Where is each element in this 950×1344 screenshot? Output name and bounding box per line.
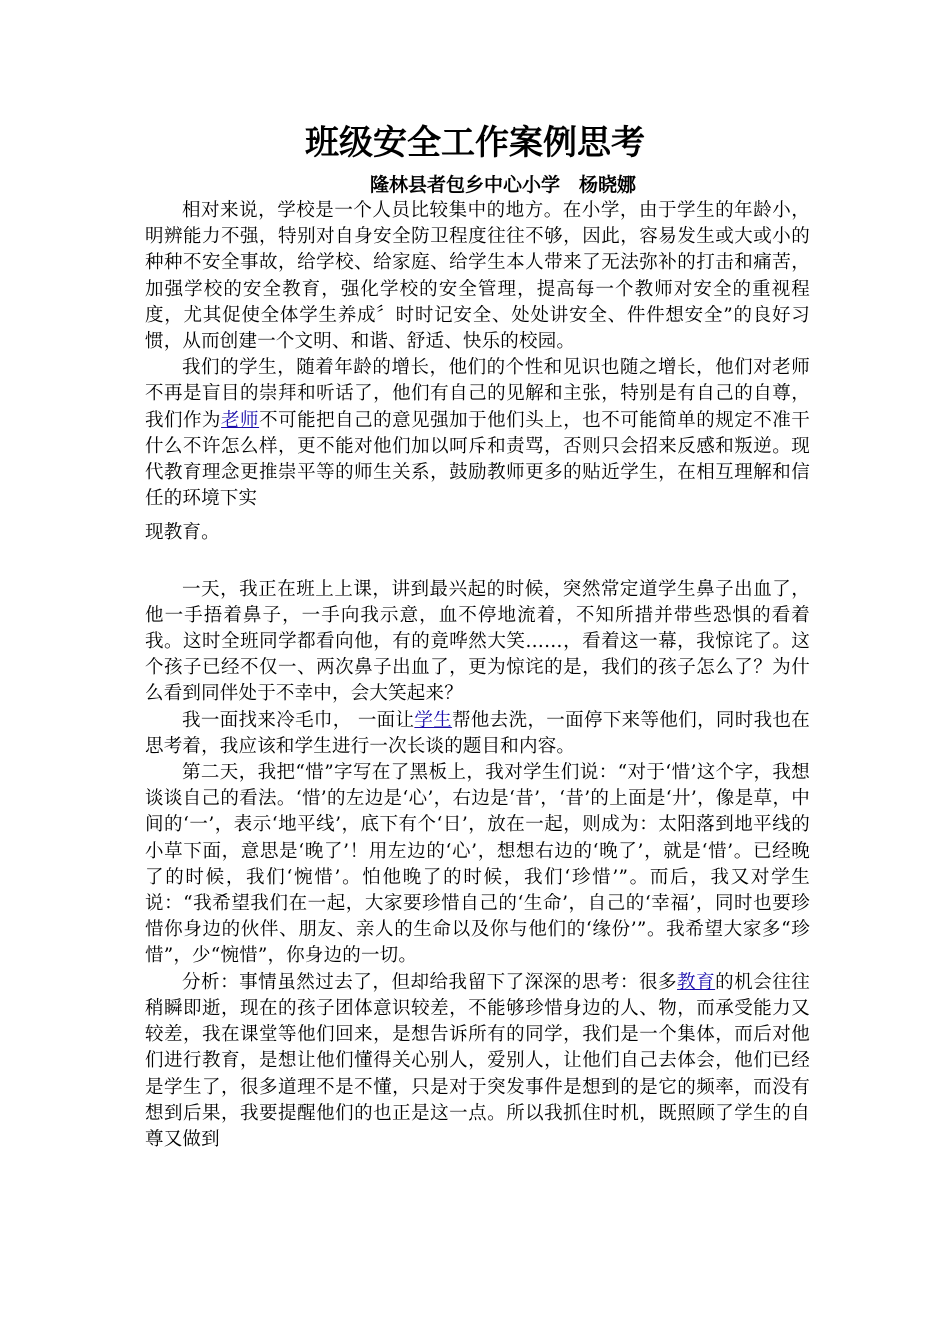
paragraph-4-text-after: 帮他去洗，一面停下来等他们，同时我也在思考着，我应该和学生进行一次长谈的题目和内容。 (145, 709, 810, 757)
document-author: 隆林县者包乡中心小学 杨晓娜 (370, 174, 637, 196)
paragraph-3 (145, 577, 810, 708)
paragraph-6 (145, 970, 810, 1153)
paragraph-2-text-before: 我们的学生，随着年龄的增长，他们的个性和见识也随之增长，他们对老师不再是盲目的崇拜和听话了，他们有自己的见解和主张，特别是有自己的自尊，我们作为 (145, 357, 810, 431)
paragraph-3-text: 一天，我正在班上上课，讲到最兴起的时候，突然常定道学生鼻子出血了，他一手捂着鼻子，一手向我示意，血不停地流着，不知所措并带些恐惧的看着我。这时全班同学都看向他，有的竟哗然大笑……，看着这一幕，我惊诧了。这个孩子已经不仅一、两次鼻子出血了，更为惊诧的是，我们的孩子怎么了？为什么看到同伴处于不幸中，会大笑起来？ (145, 578, 810, 705)
paragraph-4 (145, 708, 810, 760)
paragraph-6-text-before: 分析：事情虽然过去了，但却给我留下了深深的思考：很多 (182, 971, 678, 993)
paragraph-1-text: 相对来说，学校是一个人员比较集中的地方。在小学，由于学生的年龄小，明辨能力不强，特别对自身安全防卫程度往往不够，因此，容易发生或大或小的种种不安全事故，给学校、给家庭、给学生本人带来了无法弥补的打击和痛苦，加强学校的安全教育，强化学校的安全管理，提高每一个教师对安全的重视程度，尤其促使全体学生养成〞时时记安全、处处讲安全、件件想安全”的良好习惯，从而创建一个文明、和谐、舒适、快乐的校园。 (145, 200, 810, 353)
paragraph-1 (145, 198, 810, 355)
link-education[interactable]: 教育 (677, 971, 716, 993)
link-student[interactable]: 学生 (414, 709, 453, 731)
document-title: 班级安全工作案例思考 (305, 123, 645, 163)
paragraph-2-text-after: 不可能把自己的意见强加于他们头上，也不可能简单的规定不准干什么不许怎么样，更不能对他们加以呵斥和责骂，否则只会招来反感和叛逆。现代教育理念更推崇平等的师生关系，鼓励教师更多的贴近学生，在相互理解和信任的环境下实 (145, 409, 811, 510)
paragraph-2-tail: 现教育。 (145, 522, 220, 544)
paragraph-6-text-after: 的机会往往稍瞬即逝，现在的孩子团体意识较差，不能够珍惜身边的人、物，而承受能力又较差，我在课堂等他们回来，是想告诉所有的同学，我们是一个集体，而后对他们进行教育，是想让他们懂得关心别人，爱别人，让他们自己去体会，他们已经是学生了，很多道理不是不懂，只是对于突发事件是想到的是它的频率，而没有想到后果，我要提醒他们的也正是这一点。所以我抓住时机，既照顾了学生的自尊又做到 (145, 971, 811, 1150)
paragraph-4-text-before: 我一面找来冷毛巾， 一面让 (182, 709, 415, 731)
paragraph-5 (145, 760, 810, 970)
link-teacher[interactable]: 老师 (221, 409, 260, 431)
paragraph-2 (145, 355, 810, 546)
paragraph-5-text: 第二天，我把“惜”字写在了黑板上，我对学生们说：“对于‘惜’这个字，我想谈谈自己的看法。‘惜’的左边是‘心’，右边是‘昔’，‘昔’的上面是‘廾’，像是草，中间的‘一’，表示‘地平线’，底下有个‘日’，放在一起，则成为：太阳落到地平线的小草下面，意思是‘晚了’！用左边的‘心’，想想右边的‘晚了’，就是‘惜’。已经晚了的时候，我们‘惋惜’。怕他晚了的时候，我们‘珍惜’”。而后，我又对学生说：“我希望我们在一起，大家要珍惜自己的‘生命’，自己的‘幸福’，同时也要珍惜你身边的伙伴、朋友、亲人的生命以及你与他们的‘缘份’”。我希望大家多“珍惜”，少“惋惜”，你身边的一切。 (145, 762, 810, 967)
document-body (145, 198, 810, 1153)
